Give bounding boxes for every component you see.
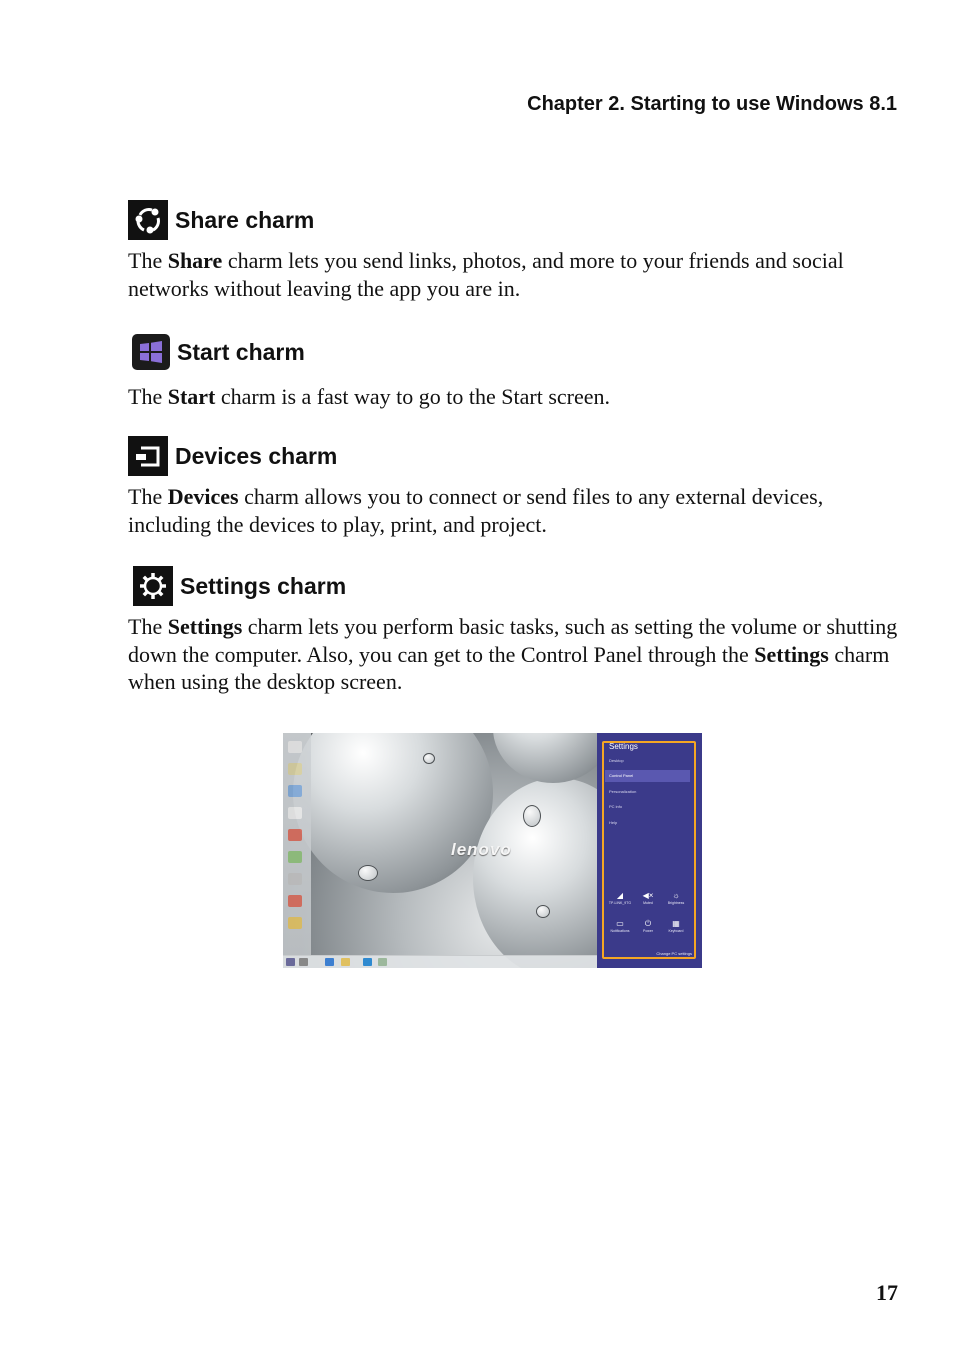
settings-panel (597, 733, 702, 968)
quick-tile-power[interactable]: ⏻ Power (635, 919, 661, 933)
section-heading: Devices charm (175, 442, 338, 469)
windows-start-icon (132, 334, 170, 370)
section-share-charm (128, 199, 898, 302)
section-heading: Share charm (175, 206, 315, 233)
wifi-icon: ◢ (616, 891, 624, 900)
page-number: 17 (876, 1280, 898, 1305)
section-body: The Devices charm allows you to connect or send files to any external devices, including the devices to play, print, and project. (128, 484, 824, 537)
speaker-muted-icon: ◀× (642, 891, 654, 900)
settings-charm-screenshot (283, 733, 702, 968)
panel-item-control-panel[interactable]: Control Panel (605, 770, 690, 782)
change-pc-settings-link[interactable]: Change PC settings (656, 951, 692, 956)
section-start-charm (128, 331, 898, 411)
panel-item-personalization[interactable]: Personalization (609, 789, 637, 794)
chapter-header: Chapter 2. Starting to use Windows 8.1 (527, 93, 897, 115)
section-settings-charm (128, 565, 898, 696)
panel-title: Settings (609, 742, 638, 751)
section-heading: Settings charm (180, 572, 347, 599)
notifications-icon: ▭ (616, 919, 624, 928)
share-icon (128, 200, 168, 240)
devices-icon (128, 436, 168, 476)
section-body: The Start charm is a fast way to go to the Start screen. (128, 384, 611, 409)
quick-tile-wifi[interactable]: ◢ TP-LINK_9TG (608, 891, 632, 905)
section-heading: Start charm (177, 338, 305, 365)
quick-tile-notifications[interactable]: ▭ Notifications (607, 919, 633, 933)
section-body: The Settings charm lets you perform basic tasks, such as setting the volume or shutting down the computer. Also, you can get to the Control Panel through the Settings charm when using the desktop screen. (128, 614, 898, 694)
quick-tile-brightness[interactable]: ☼ Brightness (663, 891, 689, 905)
taskbar-app-icon (378, 958, 387, 966)
section-body: The Share charm lets you send links, photos, and more to your friends and social networks without leaving the app you are in. (128, 248, 844, 301)
quick-tile-volume[interactable]: ◀× Muted (635, 891, 661, 905)
keyboard-icon: ▦ (672, 919, 680, 928)
panel-item-desktop[interactable]: Desktop (609, 758, 624, 763)
panel-item-help[interactable]: Help (609, 820, 618, 825)
taskbar (283, 955, 597, 968)
folder-icon (341, 958, 350, 966)
lenovo-logo: lenovo (451, 840, 512, 859)
desktop-icons (283, 733, 311, 956)
taskbar-app-icon (363, 958, 372, 966)
start-button-icon (286, 958, 295, 966)
panel-item-pc-info[interactable]: PC info (609, 804, 623, 809)
power-icon: ⏻ (644, 919, 652, 928)
section-devices-charm (128, 435, 898, 538)
browser-icon (325, 958, 334, 966)
taskbar-app-icon (299, 958, 308, 966)
brightness-icon: ☼ (672, 891, 680, 900)
quick-tile-keyboard[interactable]: ▦ Keyboard (663, 919, 689, 933)
gear-icon (133, 566, 173, 606)
desktop-wallpaper (283, 733, 597, 968)
